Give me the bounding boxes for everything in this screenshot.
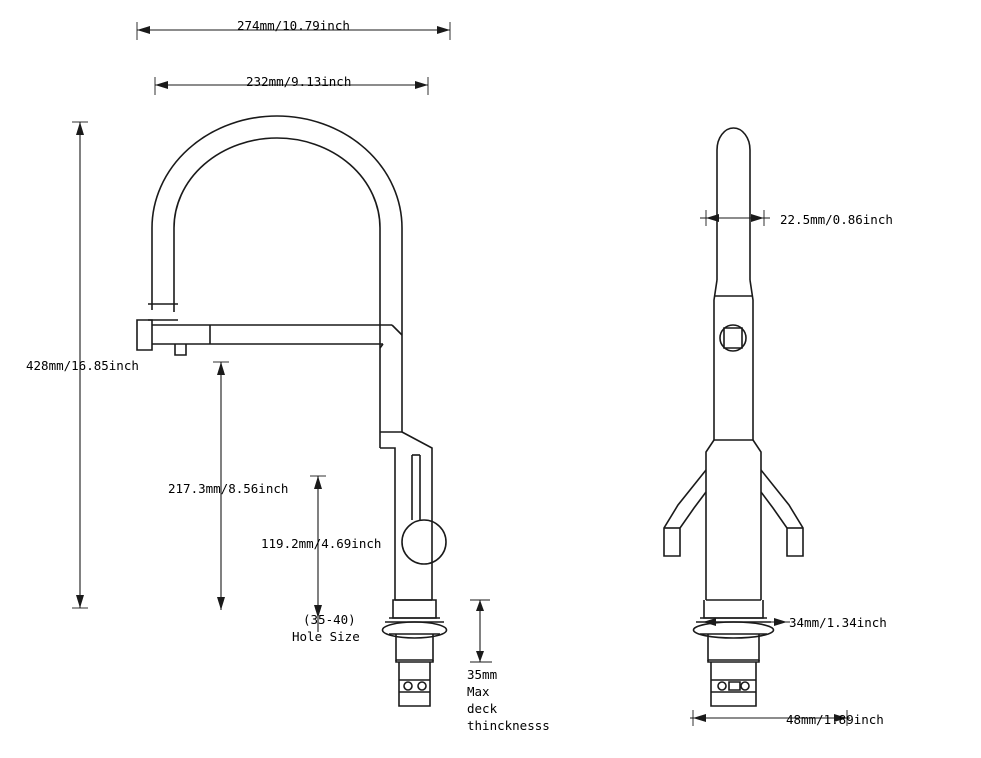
front-view-geometry — [137, 116, 447, 706]
dimension-label-hole-size-value: (35-40) — [303, 612, 356, 627]
dimension-label-overall-height: 428mm/16.85inch — [26, 358, 139, 373]
dimension-label-handle-spread: 48mm/1.89inch — [786, 712, 884, 727]
note-max-deck-line2: Max — [467, 684, 490, 699]
note-max-deck-line3: deck — [467, 701, 498, 716]
dimension-label-overall-width: 274mm/10.79inch — [237, 18, 350, 33]
dimension-label-base-diameter: 34mm/1.34inch — [789, 615, 887, 630]
dimension-label-hole-size: Hole Size — [292, 629, 360, 644]
dimension-label-spout-reach: 232mm/9.13inch — [246, 74, 352, 89]
dimension-label-spout-height-low: 119.2mm/4.69inch — [261, 536, 382, 551]
dimension-lines — [80, 30, 850, 718]
dimension-label-spout-diameter: 22.5mm/0.86inch — [780, 212, 893, 227]
dimension-label-spout-height-high: 217.3mm/8.56inch — [168, 481, 289, 496]
note-max-deck-line1: 35mm — [467, 667, 498, 682]
note-max-deck-line4: thincknesss — [467, 718, 550, 733]
